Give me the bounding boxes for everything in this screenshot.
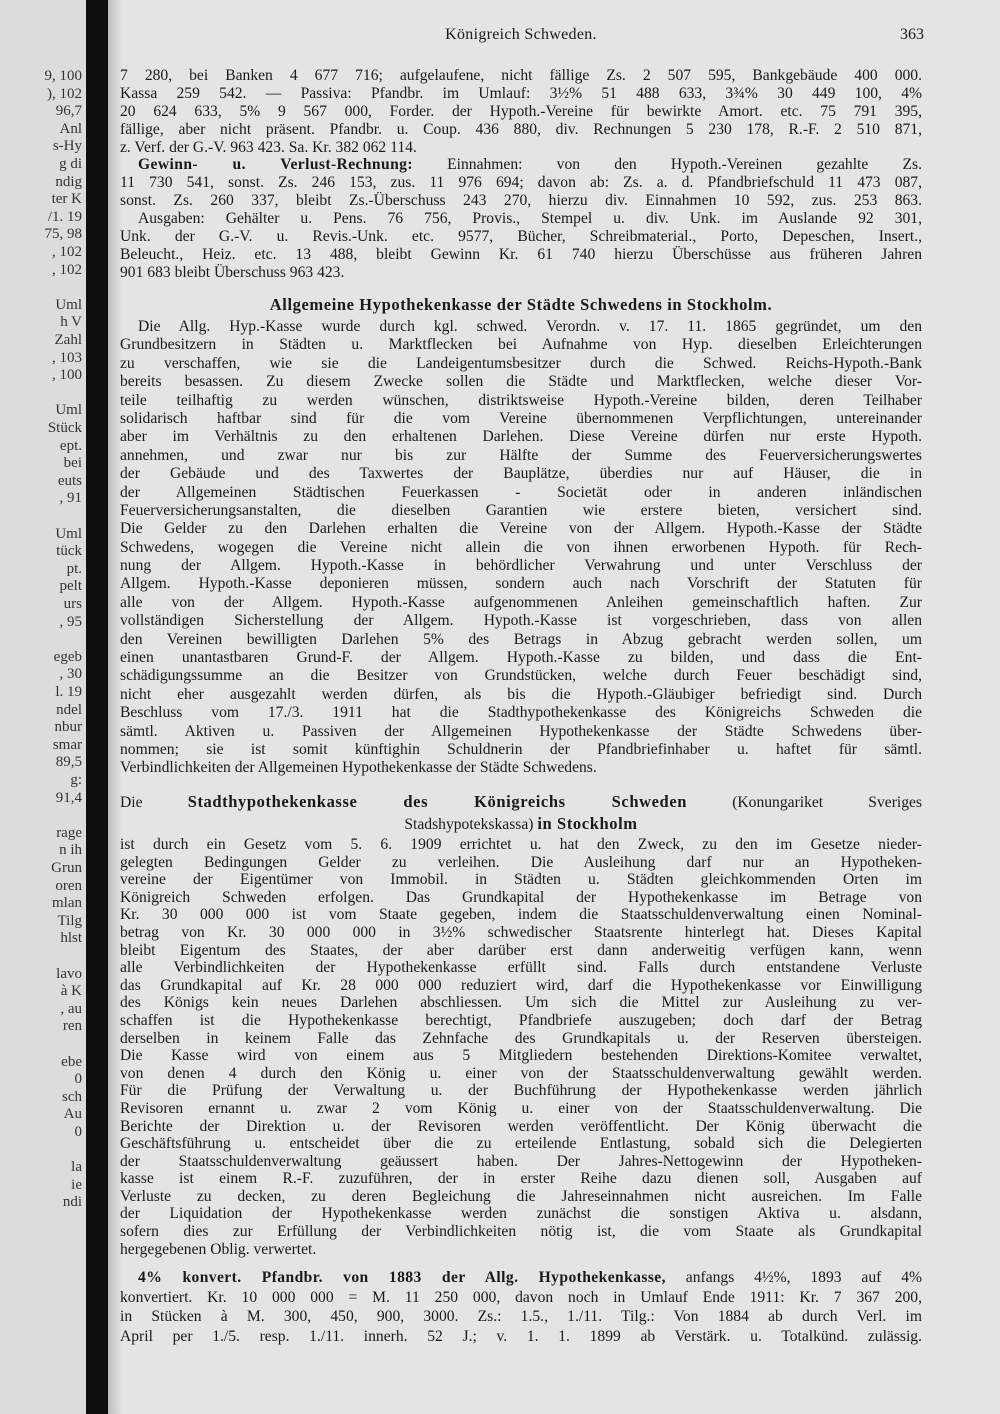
margin-fragment: Stück — [47, 420, 82, 436]
text-line: Für die Prüfung der Verwaltung u. der Buchführung der Hypothekenkasse werden jährlich — [120, 1082, 922, 1100]
margin-fragment: à K — [60, 983, 82, 1000]
paragraph-text: Einnahmen: von den Hypoth.-Vereinen gezahlte Zs. — [447, 156, 922, 174]
margin-fragment: sch — [62, 1088, 82, 1105]
margin-fragment: 0 — [74, 1071, 82, 1088]
text-line: Die Allg. Hyp.-Kasse wurde durch kgl. schwed. Verordn. v. 17. 11. 1865 gegründet, um den — [138, 318, 922, 335]
margin-fragment: 91,4 — [55, 789, 82, 806]
margin-fragment: rage — [56, 824, 82, 841]
text-line: nicht eher ausgezahlt werden dürfen, als bis die Hypoth.-Gläubiger befriedigt sind. Durch — [120, 685, 922, 703]
text-line: bleibt Eigentum des Staates, der aber darüber erst dann anderweitig verfügen kann, wenn — [120, 941, 922, 959]
margin-fragment: g: — [70, 772, 82, 788]
text-line: sofern dies zur Erfüllung der Verbindlichkeiten nötig ist, die vom Staate als Grundkapital — [120, 1223, 922, 1241]
paragraph-lead: 4% konvert. Pfandbr. von 1883 der Allg. Hypothekenkasse, — [138, 1269, 666, 1286]
margin-fragment: , 102 — [52, 261, 82, 278]
text-line: der Staatsschuldenverwaltung geäussert haben. Der Jahres-Nettogewinn der Hypotheken- — [120, 1152, 922, 1170]
text-line: Ausgaben: Gehälter u. Pens. 76 756, Provis., Stempel u. div. Unk. im Auslande 92 301, — [138, 210, 922, 228]
margin-fragment: tück — [56, 543, 82, 560]
paragraph-text: anfangs 4½%, 1893 auf 4% — [685, 1269, 922, 1286]
margin-fragment: Au — [63, 1106, 82, 1123]
section-heading: Stadthypothekenkasse des Königreichs Schweden — [187, 792, 688, 811]
text-line: kasse ist einem R.-F. zuzuführen, der in erster Reihe dazu dienen soll, Ausgaben auf — [120, 1170, 922, 1188]
text-line: alle Verbindlichkeiten der Hypothekenkasse erfüllt sind. Falls durch entstandene Verluste — [120, 959, 922, 977]
margin-fragment: Anl — [59, 120, 82, 137]
text-line: schaffen ist die Hypothekenkasse berechtigt, Pfandbriefe auszugeben; doch darf der Betrag — [120, 1011, 922, 1029]
section-body — [120, 318, 922, 778]
margin-fragment: 9, 100 — [44, 68, 82, 84]
margin-fragment: Grun — [51, 860, 82, 876]
section-body — [120, 836, 922, 1258]
text-line: annehmen, und zwar nur bis zur Hälfte der Summe des Feuerversicherungswertes — [120, 446, 922, 464]
margin-fragment: pt. — [66, 560, 82, 577]
text-line: sonst. Zs. 260 337, bleibt Zs.-Überschuss 243 270, hierzu div. Einnahmen 10 592, zus. 253 863. — [120, 192, 922, 210]
text-line: 7 280, bei Banken 4 677 716; aufgelaufene, nicht fällige Zs. 2 507 595, Bankgebäude 400 000. — [120, 67, 922, 84]
margin-fragment: ndi — [62, 1194, 82, 1211]
heading-location: in Stockholm — [537, 814, 638, 833]
margin-fragment: , 102 — [52, 244, 82, 260]
text-line: Geschäftsführung u. entscheidet über die zu erteilende Entlastung, sobald sich die Delegierten — [120, 1135, 922, 1153]
margin-fragment: , 103 — [52, 349, 82, 366]
text-line: Unk. der G.-V. u. Revis.-Unk. etc. 9577, Bücher, Schreibmaterial., Porto, Depeschen, Insert., — [120, 228, 922, 246]
margin-fragment: ter K — [51, 191, 82, 208]
section-heading: Allgemeine Hypothekenkasse der Städte Schwedens in Stockholm. — [269, 295, 773, 314]
balance-section — [120, 67, 922, 282]
margin-fragment: ept. — [59, 437, 82, 454]
margin-fragment: euts — [57, 472, 82, 489]
heading-swedish-name: (Konungariket Sveriges — [732, 794, 923, 811]
page-number: 363 — [900, 26, 924, 43]
text-line: Königreich Schweden erfolgen. Das Grundkapital der Hypothekenkasse im Betrage von — [120, 888, 922, 906]
margin-fragment: /1. 19 — [47, 208, 82, 225]
section-heading-line-2 — [120, 814, 922, 836]
text-line: von denen 4 durch den König u. einer von der Staatsschuldenverwaltung gewählt werden. — [120, 1064, 922, 1082]
margin-fragment: n ih — [59, 842, 82, 859]
margin-fragment: nbur — [54, 719, 82, 736]
margin-fragment: Uml — [55, 402, 82, 419]
text-line: Revisoren ernannt u. zwar 2 vom König u. einer von der Staatsschuldenverwaltung. Die — [120, 1099, 922, 1117]
running-title: Königreich Schweden. — [445, 26, 597, 43]
pfandbrief-section — [120, 1268, 922, 1346]
margin-fragment: Tilg — [57, 912, 82, 929]
text-line: gelegten Bedingungen Gelder zu verleihen. Die Ausleihung darf nur an Hypotheken- — [120, 853, 922, 871]
text-line: der Gebäude und des Taxwertes der Bauplätze, überdies nur auf Häuser, die in — [120, 465, 922, 483]
allgemeine-hypothekenkasse-section — [120, 295, 922, 778]
margin-fragment: oren — [55, 877, 82, 894]
text-line: Allgem. Hypoth.-Kasse deponieren müssen, sondern auch nach Vorschrift der Statuten für — [120, 575, 922, 593]
profit-loss-heading-line — [120, 156, 922, 174]
margin-fragment: ndel — [56, 701, 82, 718]
text-line: 20 624 633, 5% 9 567 000, Forder. der Hypoth.-Vereine für bewirkte Amort. etc. 75 791 395, — [120, 102, 922, 120]
margin-fragment: urs — [63, 596, 82, 612]
text-line: fällige, aber nicht präsent. Pfandbr. u. Coup. 436 880, div. Rechnungen 5 230 178, R.-F. 2 510 871, — [120, 120, 922, 138]
text-line: Grundbesitzern in Städten u. Marktflecken bei Aufnahme von Hyp. dieselben Erleichterungen — [120, 336, 922, 354]
text-line: April per 1./5. resp. 1./11. innerh. 52 J.; v. 1. 1. 1899 ab Verstärk. u. Totalkünd. zulässig. — [120, 1327, 922, 1345]
heading-swedish-name-cont: Stadshypotekskassa) — [404, 816, 534, 833]
text-line: Schwedens, wogegen die Vereine nicht allein die von ihnen erworbenen Hypoth. für Rech- — [120, 538, 922, 556]
margin-fragment: , 100 — [52, 367, 82, 384]
paragraph-lead: Gewinn- u. Verlust-Rechnung: — [138, 156, 413, 174]
margin-fragment: h V — [60, 314, 82, 331]
text-line: z. Verf. der G.-V. 963 423. Sa. Kr. 382 062 114. — [120, 138, 417, 156]
margin-fragment: 75, 98 — [44, 226, 82, 243]
margin-fragment: , 30 — [59, 666, 82, 683]
text-line: derselben in keinem Falle das Zehnfache des Grundkapitals u. der Reserven übersteigen. — [120, 1029, 922, 1047]
margin-fragment: ), 102 — [47, 85, 82, 102]
text-line: das Grundkapital auf Kr. 28 000 000 reduziert wird, darf die Hypothekenkasse vor Einwilligung — [120, 976, 922, 994]
text-line: alle von der Allgem. Hypoth.-Kasse aufgenommenen Anleihen gemeinschaftlich haften. Zur — [120, 593, 922, 611]
margin-fragment: hlst — [60, 930, 82, 947]
margin-fragment: Uml — [55, 525, 82, 542]
text-line: Die Kasse wird von einem aus 5 Mitgliedern bestehenden Direktions-Komitee verwaltet, — [120, 1047, 922, 1065]
text-line: einen unantastbaren Grund-F. der Allgem. Hypoth.-Kasse zu bilden, und dass die Ent- — [120, 649, 922, 667]
section-heading-line-1 — [120, 792, 922, 814]
text-line: schädigungssumme an die Besitzer von Grundstücken, welche durch Feuer beschädigt sind, — [120, 667, 922, 685]
margin-fragment: pelt — [59, 578, 82, 595]
margin-fragment: , 91 — [59, 490, 82, 507]
text-line: vereine der Eigentümer von Immobil. in Städten u. Städten gleichkommenden Orten im — [120, 871, 922, 889]
text-line: der Liquidation der Hypothekenkasse werden zunächst die sonstigen Aktiva u. alsdann, — [120, 1205, 922, 1223]
margin-fragment: 0 — [74, 1124, 82, 1140]
text-line: hergegebenen Oblig. verwertet. — [120, 1240, 317, 1258]
text-line: des Königs kein neues Darlehen abschliessen. Um sich die Mittel zur Ausleihung zu ver- — [120, 994, 922, 1012]
margin-fragment: ie — [71, 1176, 82, 1193]
text-line: bereits besassen. Zu diesem Zwecke sollen die Städte und Marktflecken, welche dieser Vor- — [120, 373, 922, 391]
text-line: solidarisch haftbar sind für die vom Vereine übernommenen Verpflichtungen, untereinander — [120, 409, 922, 427]
margin-fragment: bei — [63, 455, 82, 472]
margin-fragment: , au — [60, 1000, 82, 1017]
text-line: Kassa 259 542. — Passiva: Pfandbr. im Umlauf: 3½% 51 488 633, 3¾% 30 449 100, 4% — [120, 84, 922, 102]
text-line: Berichte der Direktion u. der Revisoren werden veröffentlicht. Der König überwacht die — [120, 1117, 922, 1135]
text-line: Kr. 30 000 000 ist vom Staate gegeben, indem die Staatsschuldenverwaltung einen Nominal- — [120, 906, 922, 924]
text-line: zu verschaffen, wie sie die Landeigentumsbesitzer durch die Schwed. Reichs-Hypoth.-Bank — [120, 354, 922, 372]
text-line: ist durch ein Gesetz vom 5. 6. 1909 errichtet u. hat den Zweck, zu den im Gesetze nieder- — [120, 836, 922, 853]
text-line: Verluste zu decken, zu deren Begleichung die Jahreseinnahmen nicht ausreichen. Im Falle — [120, 1187, 922, 1205]
text-line: 901 683 bleibt Überschuss 963 423. — [120, 263, 345, 281]
heading-prefix: Die — [120, 794, 143, 811]
text-line: 11 730 541, sonst. Zs. 246 153, zus. 11 976 694; davon ab: Zs. a. d. Pfandbriefschuld 11 473 087, — [120, 174, 922, 192]
margin-fragment: smar — [52, 736, 82, 753]
text-line: sämtl. Aktiven u. Passiven der Allgemeinen Hypothekenkasse der Städte Schwedens über- — [120, 722, 922, 740]
text-line: der Allgemeinen Städtischen Feuerkassen - Societät oder in anderen inländischen — [120, 483, 922, 501]
margin-fragment: ndig — [55, 173, 82, 190]
text-line: vollständigen Sicherstellung der Allgem. Hypoth.-Kasse ist vorgeschrieben, dass von allen — [120, 612, 922, 630]
margin-fragment: g di — [59, 156, 82, 172]
text-line: Beleucht., Heiz. etc. 13 488, bleibt Gewinn Kr. 61 740 hierzu Überschüsse aus früheren Jahren — [120, 245, 922, 263]
text-line: in Stücken à M. 300, 450, 900, 3000. Zs.: 1.5., 1./11. Tilg.: Von 1884 ab durch Verl. im — [120, 1308, 922, 1325]
margin-fragment: lavo — [56, 965, 82, 982]
text-line: Feuerversicherungsanstalten, die dieselben Garantien wie erstere bieten, versichert sind. — [120, 501, 922, 519]
margin-fragment: 89,5 — [55, 754, 82, 771]
text-line: nommen; sie ist somit künftighin Schuldnerin der Pfandbriefinhaber u. haftet für sämtl. — [120, 740, 922, 758]
text-line: betrag von Kr. 30 000 000 in 3½% schwedischer Staatsrente hinterlegt hat. Dieses Kapital — [120, 923, 922, 941]
margin-fragment: Uml — [55, 296, 82, 313]
pfandbrief-heading-line — [120, 1268, 922, 1288]
text-line: Verbindlichkeiten der Allgemeinen Hypothekenkasse der Städte Schwedens. — [120, 759, 597, 777]
text-line: aber im Verhältnis zu den erhaltenen Darlehen. Diese Vereine dürfen nur erste Hypoth. — [120, 428, 922, 446]
text-line: nung der Allgem. Hypoth.-Kasse in behördlicher Verwahrung und unter Verschluss der — [120, 557, 922, 575]
margin-fragment: s-Hy — [52, 138, 82, 155]
margin-fragment: , 95 — [59, 613, 82, 630]
stadthypothekenkasse-section — [120, 792, 922, 1258]
margin-fragment: Zahl — [54, 332, 82, 348]
margin-fragment: egeb — [53, 648, 82, 665]
margin-fragment: la — [71, 1159, 82, 1176]
margin-fragment: ren — [62, 1018, 82, 1035]
margin-fragment: 96,7 — [55, 103, 82, 120]
text-line: Beschluss vom 17./3. 1911 hat die Stadthypothekenkasse des Königreichs Schweden die — [120, 704, 922, 722]
margin-fragment: ebe — [61, 1053, 82, 1070]
text-line: teile teilhaftig zu werden wünschen, distriktsweise Hypoth.-Vereine bilden, deren Teilhaber — [120, 391, 922, 409]
margin-fragment: mlan — [52, 895, 82, 912]
previous-page-margin — [0, 0, 86, 1414]
margin-fragment: l. 19 — [55, 684, 82, 700]
book-binding-gutter — [86, 0, 108, 1414]
text-line: Die Gelder zu den Darlehen erhalten die Vereine von der Allgem. Hypoth.-Kasse der Städte — [120, 520, 922, 538]
text-line: den Vereinen bewilligten Darlehen 5% des Betrags in Abzug gebracht werden sollen, um — [120, 630, 922, 648]
page-header — [118, 26, 924, 48]
text-line: konvertiert. Kr. 10 000 000 = M. 11 250 000, davon noch in Umlauf Ende 1911: Kr. 7 367 200, — [120, 1288, 922, 1306]
